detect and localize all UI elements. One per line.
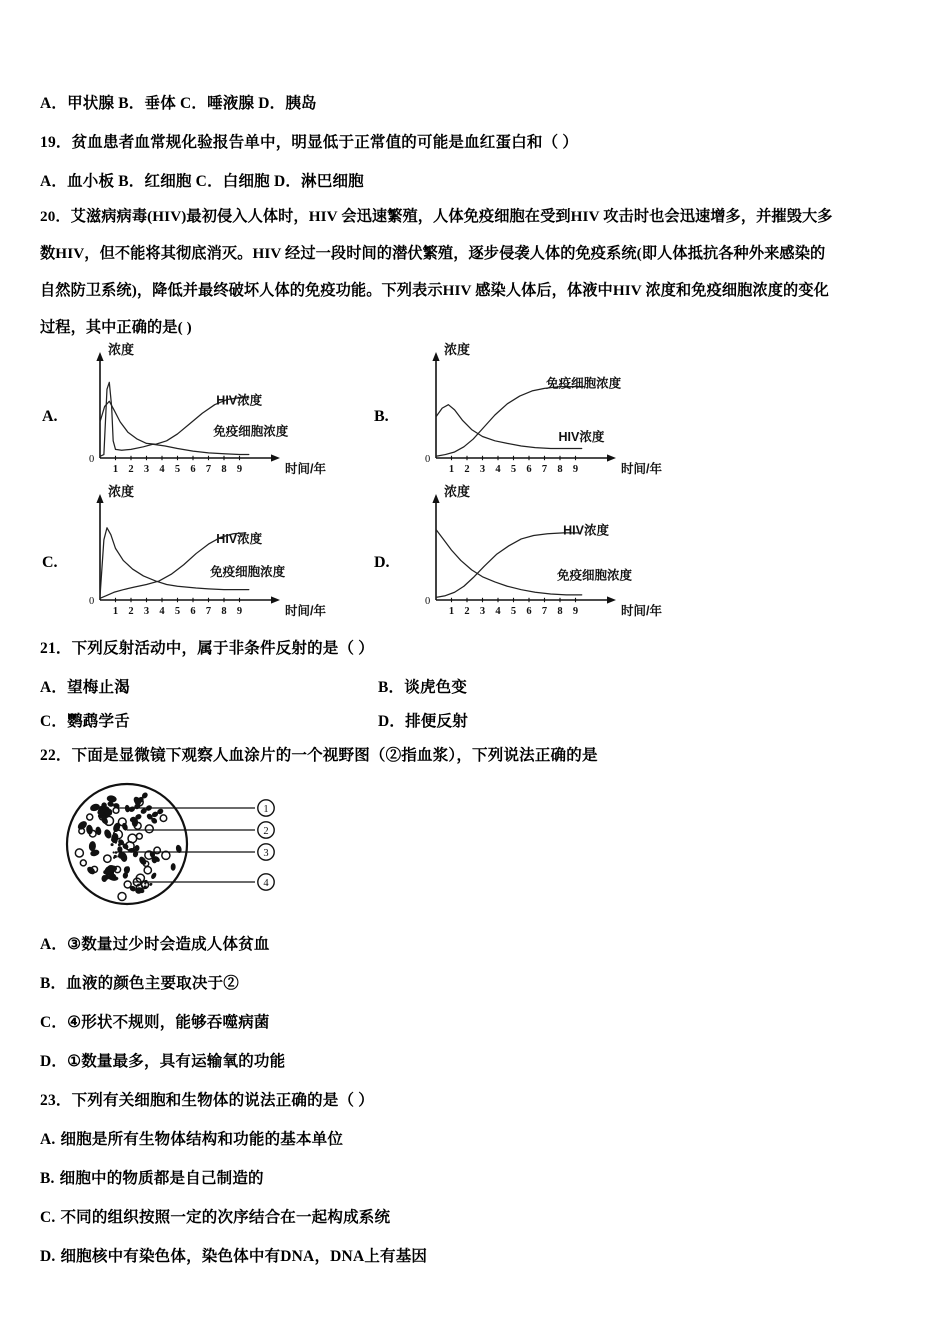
svg-text:4: 4 bbox=[495, 606, 501, 617]
q22-option-a-text: ③数量过少时会造成人体贫血 bbox=[67, 936, 270, 953]
q23-stem: 23．下列有关细胞和生物体的说法正确的是（ ） bbox=[40, 1092, 374, 1109]
q23-option-c-text: 不同的组织按照一定的次序结合在一起构成系统 bbox=[60, 1209, 391, 1226]
q23-option-b-text: 细胞中的物质都是自己制造的 bbox=[59, 1170, 264, 1187]
svg-text:时间/年: 时间/年 bbox=[285, 462, 326, 476]
svg-text:浓度: 浓度 bbox=[444, 484, 471, 499]
svg-text:4: 4 bbox=[159, 606, 165, 617]
q23-option-c-label: C. bbox=[40, 1209, 56, 1226]
svg-text:浓度: 浓度 bbox=[444, 342, 471, 357]
chart-b-graphic bbox=[408, 342, 738, 492]
svg-text:0: 0 bbox=[425, 596, 431, 607]
q20-stem-line-2: 数HIV，但不能将其彻底消灭。HIV 经过一段时间的潜伏繁殖，逐步侵袭人体的免疫系统(即人体抵抗各种外来感染的 bbox=[40, 245, 826, 262]
svg-text:9: 9 bbox=[572, 606, 579, 617]
svg-text:6: 6 bbox=[190, 606, 196, 617]
svg-text:4: 4 bbox=[263, 878, 269, 890]
svg-text:HIV浓度: HIV浓度 bbox=[563, 523, 609, 538]
svg-text:5: 5 bbox=[174, 606, 181, 617]
svg-text:HIV浓度: HIV浓度 bbox=[216, 393, 263, 408]
svg-text:2: 2 bbox=[464, 464, 470, 475]
q22-option-c-label: C． bbox=[40, 1014, 68, 1031]
chart-option-c[interactable] bbox=[0, 484, 400, 634]
svg-text:HIV浓度: HIV浓度 bbox=[558, 429, 605, 444]
svg-text:浓度: 浓度 bbox=[108, 342, 135, 357]
q23-option-b[interactable] bbox=[40, 1168, 264, 1190]
svg-text:时间/年: 时间/年 bbox=[621, 604, 662, 618]
svg-text:0: 0 bbox=[89, 454, 95, 465]
svg-text:3: 3 bbox=[143, 464, 150, 475]
q22-option-a[interactable] bbox=[40, 934, 270, 956]
chart-c-graphic bbox=[72, 484, 402, 634]
svg-text:5: 5 bbox=[510, 606, 517, 617]
q21-option-a[interactable] bbox=[40, 677, 130, 699]
svg-text:时间/年: 时间/年 bbox=[285, 604, 326, 618]
q23-option-d-label: D. bbox=[40, 1248, 56, 1265]
svg-text:3: 3 bbox=[143, 606, 150, 617]
q23-option-a-text: 细胞是所有生物体结构和功能的基本单位 bbox=[60, 1131, 344, 1148]
svg-text:3: 3 bbox=[263, 848, 269, 860]
q22-option-c-text: ④形状不规则，能够吞噬病菌 bbox=[67, 1014, 270, 1031]
svg-text:1: 1 bbox=[263, 804, 269, 816]
svg-text:HIV浓度: HIV浓度 bbox=[216, 532, 263, 547]
q20-stem-line-4: 过程，其中正确的是( ) bbox=[40, 319, 192, 336]
svg-text:6: 6 bbox=[190, 464, 196, 475]
svg-text:2: 2 bbox=[464, 606, 470, 617]
svg-text:8: 8 bbox=[557, 606, 563, 617]
svg-text:5: 5 bbox=[510, 464, 517, 475]
q22-option-b-label: B． bbox=[40, 975, 67, 992]
q22-option-d-text: ①数量最多，具有运输氧的功能 bbox=[67, 1053, 286, 1070]
svg-text:2: 2 bbox=[263, 826, 269, 838]
svg-text:7: 7 bbox=[541, 464, 548, 475]
q21-option-a-text: 望梅止渴 bbox=[67, 679, 130, 696]
q19-stem: 19．贫血患者血常规化验报告单中，明显低于正常值的可能是血红蛋白和（ ） bbox=[40, 134, 579, 151]
svg-text:2: 2 bbox=[128, 464, 134, 475]
svg-text:9: 9 bbox=[236, 606, 243, 617]
q21-option-d[interactable] bbox=[378, 711, 468, 733]
q22-option-d[interactable] bbox=[40, 1051, 285, 1073]
q21-option-b-label: B． bbox=[378, 679, 405, 696]
svg-text:8: 8 bbox=[557, 464, 563, 475]
q21-option-b-text: 谈虎色变 bbox=[404, 679, 468, 696]
q20-stem bbox=[40, 198, 912, 346]
q22-option-b[interactable] bbox=[40, 973, 239, 995]
q21-option-b[interactable] bbox=[378, 677, 467, 699]
q21-option-c[interactable] bbox=[40, 711, 130, 733]
q21-option-a-label: A． bbox=[40, 679, 68, 696]
svg-text:8: 8 bbox=[221, 464, 227, 475]
chart-a-letter: A. bbox=[42, 408, 58, 425]
svg-text:免疫细胞浓度: 免疫细胞浓度 bbox=[546, 376, 622, 391]
chart-option-a[interactable] bbox=[0, 342, 400, 492]
svg-text:6: 6 bbox=[526, 606, 532, 617]
q19-options-line: A．血小板 B．红细胞 C．白细胞 D．淋巴细胞 bbox=[40, 173, 364, 190]
svg-text:5: 5 bbox=[174, 464, 181, 475]
svg-text:1: 1 bbox=[448, 464, 455, 475]
svg-text:7: 7 bbox=[205, 606, 212, 617]
chart-d-letter: D. bbox=[374, 554, 390, 571]
q22-option-c[interactable] bbox=[40, 1012, 270, 1034]
q23-option-a[interactable] bbox=[40, 1129, 343, 1151]
q21-option-d-text: 排便反射 bbox=[405, 713, 468, 730]
svg-text:7: 7 bbox=[205, 464, 212, 475]
q21-option-d-label: D． bbox=[378, 713, 406, 730]
q22-option-a-label: A． bbox=[40, 936, 68, 953]
q23-option-a-label: A. bbox=[40, 1131, 56, 1148]
q23-option-d-text: 细胞核中有染色体，染色体中有DNA，DNA上有基因 bbox=[60, 1248, 428, 1265]
chart-option-b[interactable] bbox=[370, 342, 770, 492]
q20-stem-line-1: 20．艾滋病病毒(HIV)最初侵入人体时，HIV 会迅速繁殖，人体免疫细胞在受到HIV 攻击时也会迅速增多，并摧毁大多 bbox=[40, 208, 833, 225]
q20-stem-line-3: 自然防卫系统)，降低并最终破坏人体的免疫功能。下列表示HIV 感染人体后，体液中HIV 浓度和免疫细胞浓度的变化 bbox=[40, 282, 829, 299]
q21-option-c-label: C． bbox=[40, 713, 68, 730]
svg-text:3: 3 bbox=[479, 606, 486, 617]
blood-smear-microscope-figure bbox=[55, 782, 305, 907]
q21-option-c-text: 鹦鹉学舌 bbox=[67, 713, 130, 730]
svg-text:4: 4 bbox=[159, 464, 165, 475]
q23-option-b-label: B. bbox=[40, 1170, 55, 1187]
svg-text:9: 9 bbox=[236, 464, 243, 475]
svg-text:8: 8 bbox=[221, 606, 227, 617]
q23-option-c[interactable] bbox=[40, 1207, 390, 1229]
chart-c-letter: C. bbox=[42, 554, 58, 571]
q22-option-d-label: D． bbox=[40, 1053, 68, 1070]
svg-text:2: 2 bbox=[128, 606, 134, 617]
svg-text:时间/年: 时间/年 bbox=[621, 462, 662, 476]
q22-stem: 22．下面是显微镜下观察人血涂片的一个视野图（②指血浆），下列说法正确的是 bbox=[40, 747, 598, 764]
q23-option-d[interactable] bbox=[40, 1246, 427, 1268]
svg-text:免疫细胞浓度: 免疫细胞浓度 bbox=[210, 564, 286, 579]
q22-option-b-text: 血液的颜色主要取决于② bbox=[66, 975, 239, 992]
svg-text:9: 9 bbox=[572, 464, 579, 475]
svg-text:浓度: 浓度 bbox=[108, 484, 135, 499]
svg-text:免疫细胞浓度: 免疫细胞浓度 bbox=[556, 568, 632, 583]
svg-text:1: 1 bbox=[112, 464, 119, 475]
svg-text:1: 1 bbox=[112, 606, 119, 617]
svg-text:4: 4 bbox=[495, 464, 501, 475]
chart-a-graphic bbox=[72, 342, 402, 492]
svg-text:1: 1 bbox=[448, 606, 455, 617]
q21-stem: 21．下列反射活动中，属于非条件反射的是（ ） bbox=[40, 640, 374, 657]
q18-options-line: A．甲状腺 B．垂体 C．唾液腺 D．胰岛 bbox=[40, 95, 317, 112]
chart-option-d[interactable] bbox=[370, 484, 770, 634]
svg-text:3: 3 bbox=[479, 464, 486, 475]
chart-d-graphic bbox=[408, 484, 738, 634]
svg-text:免疫细胞浓度: 免疫细胞浓度 bbox=[213, 424, 289, 439]
svg-text:0: 0 bbox=[89, 596, 95, 607]
chart-b-letter: B. bbox=[374, 408, 389, 425]
svg-text:7: 7 bbox=[541, 606, 548, 617]
svg-text:0: 0 bbox=[425, 454, 431, 465]
svg-text:6: 6 bbox=[526, 464, 532, 475]
